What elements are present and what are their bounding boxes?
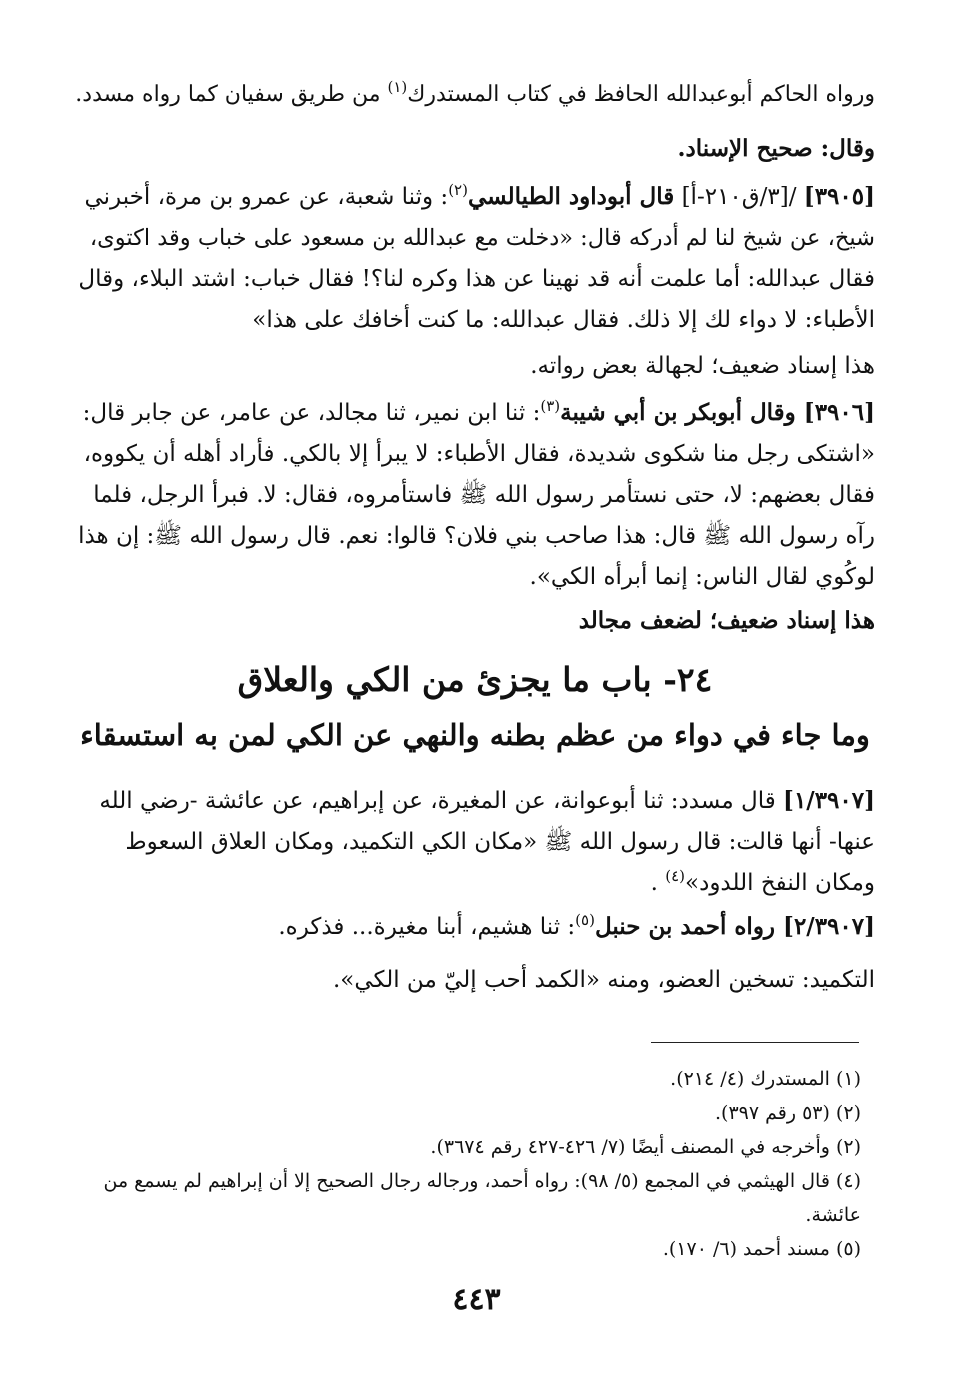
footnote-5: (٥) مسند أحمد (٦/ ١٧٠). — [662, 1238, 861, 1260]
matn-text: «اشتكى رجل منا شكوى شديدة، فقال الأطباء: لا يبرأ إلا بالكي. فأراد أهله أن يكووه، — [83, 441, 875, 467]
footnote-4-continued: عائشة. — [805, 1204, 861, 1226]
page-number: ٤٤٣ — [452, 1282, 501, 1317]
paragraph-hakim-narration — [75, 74, 875, 115]
paragraph-sahih-isnad — [75, 128, 875, 169]
matn-text: لوكُوي لقال الناس: إنما أبرأه الكي». — [529, 564, 875, 590]
matn-text: ومكان النفخ اللدود» — [685, 870, 875, 896]
hadith-3907-2 — [75, 906, 875, 948]
isnad-text: : ثنا هشيم، أبنا مغيرة... فذكره. — [278, 914, 576, 940]
matn-text: الأطباء: لا دواء لك إلا ذلك. فقال عبدالله: ما كنت أخافك على هذا» — [252, 307, 875, 333]
footnote-marker[interactable]: (٥) — [575, 911, 595, 929]
narration-text: من طريق سفيان كما رواه مسدد. — [75, 82, 388, 107]
narrator-name: قال أبوداود الطيالسي — [467, 183, 675, 210]
footnote-marker[interactable]: (٢) — [448, 181, 468, 199]
hadith-number: [١/٣٩٠٧] — [783, 787, 875, 814]
narration-text: ورواه الحاكم أبوعبدالله الحافظ في كتاب المستدرك — [407, 82, 875, 107]
isnad-text: : ثنا ابن نمير، ثنا مجالد، عن عامر، عن جابر قال: — [82, 400, 541, 426]
matn-text: عنها- أنها قالت: قال رسول الله ﷺ «مكان الكي التكميد، ومكان العلاق السعوط — [125, 829, 875, 855]
grading-text: وقال: صحيح الإسناد. — [677, 135, 875, 162]
text-line — [75, 863, 875, 904]
footnote-1: (١) المستدرك (٤/ ٢١٤). — [670, 1068, 861, 1090]
chapter-subtitle: وما جاء في دواء من عظم بطنه والنهي عن الكي لمن به استسقاء — [80, 718, 870, 752]
matn-text: فقال عبدالله: أما علمت أنه قد نهينا عن هذا وكره لنا؟! فقال خباب: اشتد البلاء، وقال — [78, 266, 875, 292]
footnote-4: (٤) قال الهيثمي في المجمع (٥/ ٩٨): رواه أحمد، ورجاله رجال الصحيح إلا أن إبراهيم لم يسمع من — [103, 1170, 861, 1192]
narrator-name: وقال أبوبكر بن أبي شيبة — [560, 399, 804, 426]
isnad-text: : وثنا شعبة، عن عمرو بن مرة، أخبرني — [84, 184, 449, 210]
grading-3906 — [75, 600, 875, 641]
narrator-name: رواه أحمد بن حنبل — [594, 913, 784, 940]
text-line — [75, 780, 875, 822]
grading-3905 — [75, 346, 875, 387]
text-line — [75, 392, 875, 434]
matn-text: فقال بعضهم: لا، حتى نستأمر رسول الله ﷺ فاستأمروه، فقال: لا. فبرأ الرجل، فلما — [93, 482, 875, 508]
manuscript-ref: /[٣/ق٢١٠-أ] — [674, 184, 804, 210]
grading-text: هذا إسناد ضعيف؛ لضعف مجالد — [578, 607, 875, 634]
hadith-3905 — [75, 176, 875, 341]
punctuation: . — [650, 870, 666, 896]
hadith-3906 — [75, 392, 875, 598]
footnote-separator — [651, 1042, 859, 1043]
text-line — [75, 74, 875, 115]
hadith-3907-1 — [75, 780, 875, 904]
hadith-number: [٣٩٠٦] — [803, 399, 875, 426]
hadith-number: [٣٩٠٥] — [803, 183, 875, 210]
footnote-marker[interactable]: (٤) — [665, 867, 686, 885]
footnote-2: (٢) (٥٣ رقم ٣٩٧). — [715, 1102, 861, 1124]
footnote-3: (٢) وأخرجه في المصنف أيضًا (٧/ ٤٢٦-٤٢٧ رقم ٣٦٧٤). — [430, 1136, 861, 1158]
gloss-takmid — [75, 960, 875, 1001]
matn-text: شيخ، عن شيخ لنا لم أدركه قال: «دخلت مع عبدالله بن مسعود على خباب وقد اكتوى، — [89, 225, 875, 251]
text-line — [75, 906, 875, 948]
chapter-title: ٢٤- باب ما يجزئ من الكي والعلاق — [237, 660, 713, 699]
isnad-text: قال مسدد: ثنا أبوعوانة، عن المغيرة، عن إبراهيم، عن عائشة -رضي الله — [99, 788, 784, 814]
gloss-text: التكميد: تسخين العضو، ومنه «الكمد أحب إليّ من الكي». — [332, 967, 875, 993]
footnotes — [81, 1062, 861, 1266]
text-line — [75, 176, 875, 218]
footnote-marker[interactable]: (٣) — [540, 397, 561, 415]
grading-text: هذا إسناد ضعيف؛ لجهالة بعض رواته. — [530, 353, 875, 379]
hadith-number: [٢/٣٩٠٧] — [783, 913, 875, 940]
matn-text: رآه رسول الله ﷺ قال: هذا صاحب بني فلان؟ قالوا: نعم. قال رسول الله ﷺ: إن هذا — [78, 523, 875, 549]
footnote-marker[interactable]: (١) — [387, 78, 408, 96]
